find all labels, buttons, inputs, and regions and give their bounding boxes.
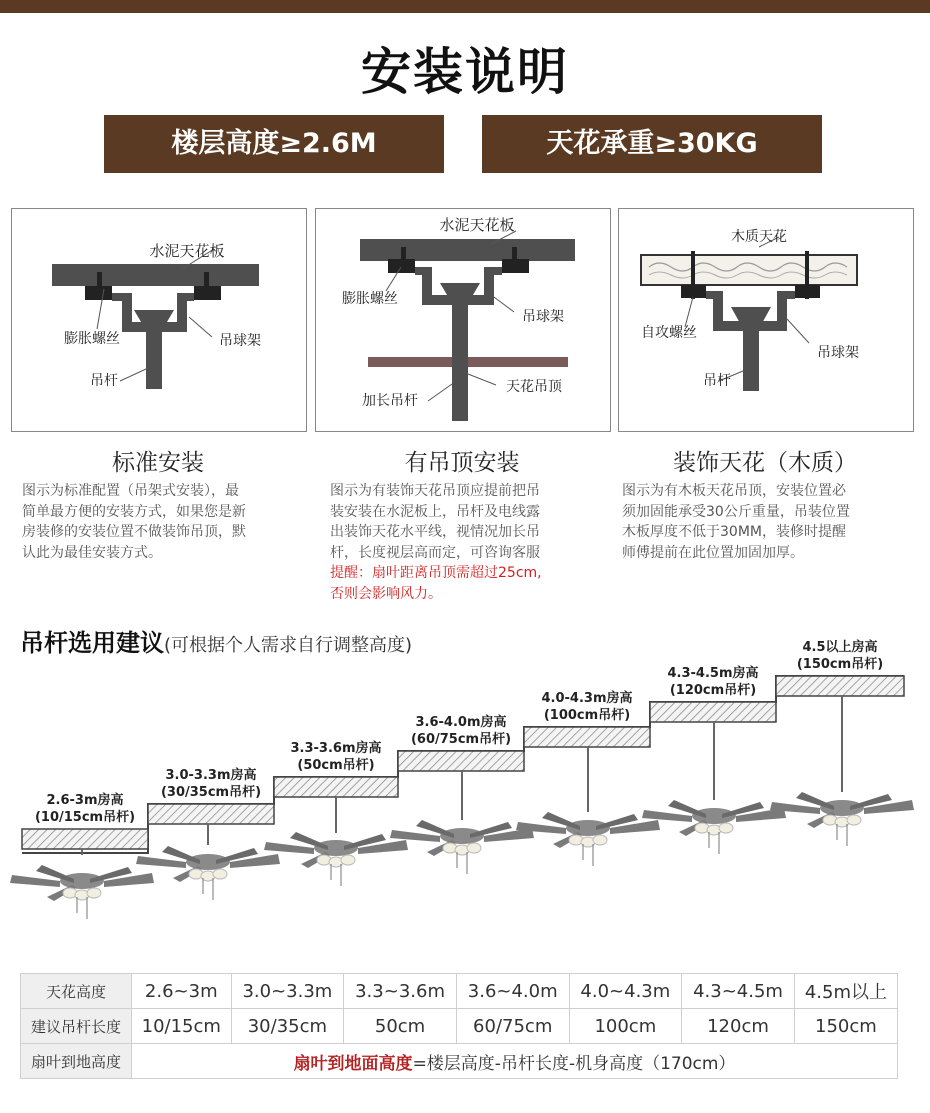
step-label-6: 4.3-4.5m房高 (120cm吊杆) bbox=[667, 666, 759, 698]
ceiling-step-1 bbox=[22, 829, 148, 849]
ceiling-step-5 bbox=[524, 727, 650, 747]
extended-rod-label: 加长吊杆 bbox=[362, 393, 418, 409]
bracket-label: 吊球架 bbox=[522, 309, 564, 325]
wood-ceiling-install-diagram bbox=[618, 208, 914, 432]
blade-height-formula: 扇叶到地面高度=楼层高度-吊杆长度-机身高度（170cm） bbox=[132, 1044, 898, 1079]
ceiling-fan-7 bbox=[770, 792, 914, 846]
rod-spec-table bbox=[20, 973, 898, 1079]
blade-height-row: 扇叶到地高度 扇叶到地面高度=楼层高度-吊杆长度-机身高度（170cm） bbox=[21, 1044, 898, 1079]
ceiling-step-7 bbox=[776, 676, 904, 696]
false-ceiling-label: 天花吊顶 bbox=[506, 379, 562, 395]
wood-ceiling-install-description: 图示为有木板天花吊顶，安装位置必 须加固能承受30公斤重量，吊装位置 木板厚度不低于30MM，装修时提醒 师傅提前在此位置加固加厚。 bbox=[622, 483, 850, 561]
false-ceiling-install-title: 有吊顶安装 bbox=[404, 450, 520, 476]
ceiling-fan-2 bbox=[136, 846, 280, 900]
ceiling-step-3 bbox=[274, 777, 398, 797]
ceiling-label: 水泥天花板 bbox=[149, 242, 225, 260]
step-label-4: 3.6-4.0m房高 (60/75cm吊杆) bbox=[410, 715, 512, 747]
standard-install-title: 标准安装 bbox=[112, 450, 204, 476]
ceiling-height-row: 天花高度 2.6~3m 3.0~3.3m 3.3~3.6m 3.6~4.0m 4.0~4.3m 4.3~4.5m 4.5m以上 bbox=[21, 974, 898, 1009]
warning-text: 提醒：扇叶距离吊顶需超过25cm, bbox=[330, 565, 542, 581]
rod-suggestion-heading: 吊杆选用建议(可根据个人需求自行调整高度) bbox=[20, 629, 413, 657]
floor-height-badge: 楼层高度≥2.6M bbox=[104, 115, 444, 173]
rod-label: 吊杆 bbox=[90, 373, 118, 389]
screw-label: 膨胀螺丝 bbox=[64, 331, 120, 347]
false-ceiling-install-diagram bbox=[315, 208, 611, 432]
step-label-2: 3.0-3.3m房高 (30/35cm吊杆) bbox=[160, 768, 262, 800]
ceiling-fan-5 bbox=[516, 812, 660, 866]
step-label-1: 2.6-3m房高 (10/15cm吊杆) bbox=[34, 793, 136, 825]
ceiling-step-4 bbox=[398, 751, 524, 771]
bracket-label: 吊球架 bbox=[817, 345, 859, 361]
step-label-7: 4.5以上房高 (150cm吊杆) bbox=[796, 640, 884, 672]
screw-label: 膨胀螺丝 bbox=[342, 291, 398, 307]
standard-install-description: 图示为标准配置（吊架式安装），最 简单最方便的安装方式，如果您是新 房装修的安装位置不做装饰吊顶，默 认此为最佳安装方式。 bbox=[22, 483, 246, 561]
ceiling-fan-3 bbox=[264, 832, 408, 886]
ceiling-label: 水泥天花板 bbox=[439, 216, 515, 234]
bracket-label: 吊球架 bbox=[219, 333, 261, 349]
wood-ceiling-label: 木质天花 bbox=[731, 229, 787, 245]
ceiling-fan-4 bbox=[390, 820, 534, 874]
standard-install-diagram bbox=[11, 208, 307, 432]
page-title: 安装说明 bbox=[361, 43, 569, 101]
ceiling-fan-6 bbox=[642, 800, 786, 854]
ceiling-fan-1 bbox=[10, 865, 154, 919]
ceiling-step-6 bbox=[650, 702, 776, 722]
rod-label: 吊杆 bbox=[703, 373, 731, 389]
ceiling-load-badge: 天花承重≥30KG bbox=[482, 115, 822, 173]
ceiling-step-2 bbox=[148, 804, 274, 824]
rod-length-row: 建议吊杆长度 10/15cm 30/35cm 50cm 60/75cm 100cm 120cm 150cm bbox=[21, 1009, 898, 1044]
top-bar bbox=[0, 0, 930, 13]
step-label-3: 3.3-3.6m房高 (50cm吊杆) bbox=[290, 741, 382, 773]
step-label-5: 4.0-4.3m房高 (100cm吊杆) bbox=[541, 691, 633, 723]
wood-ceiling-install-title: 装饰天花（木质） bbox=[673, 450, 857, 476]
screw-label: 自攻螺丝 bbox=[641, 325, 697, 341]
false-ceiling-install-description: 图示为有装饰天花吊顶应提前把吊 装安装在水泥板上，吊杆及电线露 出装饰天花水平线，视情况加长吊 杆，长度视层高而定，可咨询客服 提醒：扇叶距离吊顶需超过25cm, 否则会影响风力。 bbox=[330, 481, 615, 604]
